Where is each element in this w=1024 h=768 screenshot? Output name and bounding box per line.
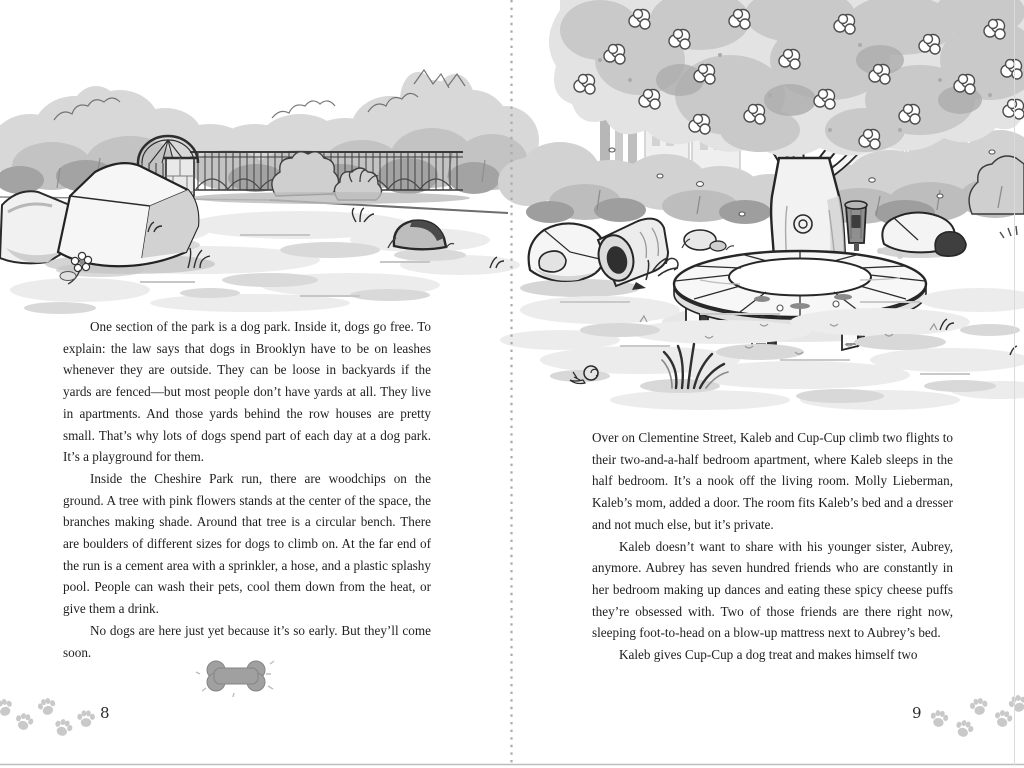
snail (570, 366, 598, 384)
right-rocks (877, 212, 966, 259)
boulders (0, 163, 215, 274)
foreground-bushes (272, 152, 382, 200)
outlined-bush-right (969, 156, 1024, 214)
daisy-flower (60, 252, 92, 284)
paragraph: Kaleb gives Cup-Cup a dog treat and makes himself two (619, 647, 918, 663)
boulder-and-log (520, 219, 678, 297)
small-rocks (682, 230, 734, 251)
grass-tuft-large (664, 344, 724, 388)
paragraph: One section of the park is a dog park. Inside it, dogs go free. To explain: the law says that dogs in Brooklyn have to be on leashes whenever they are outside. They can be loose in backyards if the yards are fenced—but most people don’t have yards at all. They live in apartments. And those yards behind the row houses are pretty small. That’s why lots of dogs spend part of each day at a dog park. It’s a playground for them. (63, 319, 431, 465)
city-buildings (600, 82, 948, 188)
blossom-canopy (549, 0, 1024, 216)
circular-bench (674, 251, 926, 352)
arched-gate (138, 136, 198, 226)
bush-outlines (54, 70, 465, 120)
trash-can (845, 201, 867, 251)
paragraph: No dogs are here just yet because it’s so early. But they’ll come soon. (63, 622, 431, 660)
tree-trunk (771, 158, 849, 321)
grass-tufts (148, 208, 504, 268)
right-page-text (592, 427, 953, 666)
falling-petals (609, 148, 995, 216)
left-page-text (63, 316, 431, 663)
left-park-scene (0, 70, 539, 314)
paragraph: Inside the Cheshire Park run, there are woodchips on the ground. A tree with pink flowers stands at the center of the space, the branches making shade. Around that tree is a circular bench. There are boulders of different sizes for dogs to climb on. At the far end of the run is a cement area with a sprinkler, a hose, and a plastic splashy pool. People can wash their pets, cool them down from the heat, or give them a drink. (63, 470, 431, 617)
page-number-left: 8 (100, 704, 110, 722)
paw-prints-right-icon (929, 693, 1024, 740)
page-number-right: 9 (912, 704, 922, 722)
paragraph: Over on Clementine Street, Kaleb and Cup-Cup climb two flights to their two-and-a-half bedroom apartment, where Kaleb sleeps in the half bedroom. It’s a nook off the living room. Molly Lieberman, Kaleb’s mom, added a door. The room fits Kaleb’s bed and a dresser and not much else, but it’s private. (592, 430, 953, 532)
paw-prints-left-icon (0, 696, 95, 738)
small-rock (388, 221, 454, 250)
paragraph: Kaleb doesn’t want to share with his younger sister, Aubrey, anymore. Aubrey has seven hundred friends who are constantly in her bedroom making up dances and eating these spicy cheese puffs they’re obsessed with. Two of those friends are there right now, sleeping foot-to-head on a blow-up mattress next to Aubrey’s bed. (592, 538, 953, 641)
right-park-scene (498, 0, 1024, 410)
bone-ornament-icon (196, 661, 274, 697)
park-fence (138, 136, 463, 226)
flowering-tree (549, 0, 1024, 321)
